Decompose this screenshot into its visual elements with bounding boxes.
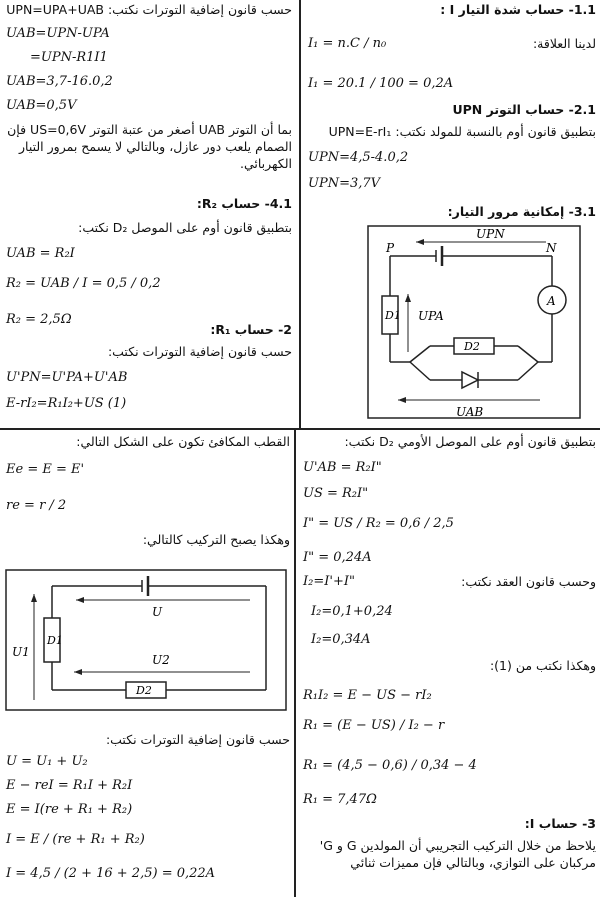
eq-uab-1: UAB=UPN-UPA (6, 26, 110, 41)
label-u: U (152, 605, 163, 619)
bottom-right-column (297, 432, 600, 897)
voltage-addition-text-3: حسب قانون إضافية التوترات نكتب: (105, 732, 290, 747)
eq-br-7: I₂=0,34A (311, 632, 371, 647)
eq-br-4: I" = 0,24A (303, 550, 372, 565)
label-d1: D1 (385, 309, 401, 322)
label-d2: D2 (464, 340, 480, 353)
eq-r2: R₂ = UAB / I = 0,5 / 0,2 (6, 276, 161, 291)
ohm-d2-text: بتطبيق قانون أوم على الموصل D₂ نكتب: (78, 220, 292, 235)
heading-1-1: 1.1- حساب شدة التيار I : (440, 2, 596, 17)
eq-br-9: R₁ = (E − US) / I₂ − r (303, 718, 445, 733)
label-u2: U2 (152, 653, 170, 667)
heading-2-1: 2.1- حساب التوتر UPN (452, 102, 596, 117)
eq-br-8: R₁I₂ = E − US − rI₂ (303, 688, 432, 703)
from-1-text: وهكذا نكتب من (1): (489, 658, 596, 673)
eq-bl-3: U = U₁ + U₂ (6, 754, 88, 769)
eq-upn-2: UPN=3,7V (308, 176, 381, 191)
label-ammeter: A (547, 294, 556, 308)
voltage-addition-text: حسب قانون إضافية التوترات نكتب: UPN=UPA+UAB (6, 2, 292, 17)
eq-bl-1: Ee = E = E' (6, 462, 85, 477)
top-right-column (302, 0, 600, 428)
label-d1-fig2: D1 (47, 634, 63, 647)
top-left-column (0, 0, 298, 428)
eq-bl-4: E − reI = R₁I + R₂I (6, 778, 133, 793)
eq-bl-5: E = I(re + R₁ + R₂) (6, 802, 133, 817)
eq-i1-value: I₁ = 20.1 / 100 = 0,2A (308, 76, 454, 91)
heading-2: 2- حساب R₁: (210, 322, 292, 337)
eq-bl-6: I = E / (re + R₁ + R₂) (6, 832, 145, 847)
label-p: P (386, 241, 395, 255)
heading-3-1: 3.1- إمكانية مرور التيار: (447, 204, 596, 219)
circuit-diagram-2 (2, 566, 292, 716)
heading-3: 3- حساب I: (524, 816, 596, 831)
eq-uab-2: =UPN-R1I1 (30, 50, 108, 65)
eq-uab-4: UAB=0,5V (6, 98, 77, 113)
setup-becomes-text: وهكذا يصبح التركيب كالتالي: (142, 532, 290, 547)
label-u1: U1 (12, 645, 30, 659)
diode-paragraph: بما أن التوتر UAB أصغر من عتبة التوتر US=0,6V فإن الصمام يلعب دور عازل، وبالتالي لا يسمح بمرور التيار الكهربائي. (7, 122, 292, 171)
eq-i1: I₁ = n.C / n₀ (308, 36, 387, 51)
eq-uab-r2i: UAB = R₂I (6, 246, 75, 261)
bottom-left-column (0, 432, 294, 897)
eq-r2-value: R₂ = 2,5Ω (6, 312, 72, 327)
parallel-paragraph: يلاحظ من خلال التركيب التجريبي أن المولدين G و G' مركبان على التوازي، وبالتالي فإن مميزات ثنائي (319, 838, 596, 870)
horizontal-divider (0, 428, 600, 430)
eq-br-3: I" = US / R₂ = 0,6 / 2,5 (303, 516, 454, 531)
heading-4-1: 4.1- حساب R₂: (196, 196, 292, 211)
equivalent-dipole-text: القطب المكافئ تكون على الشكل التالي: (76, 434, 290, 449)
eq-upn-1: UPN=4,5-4.0,2 (308, 150, 409, 165)
vertical-divider-bottom (294, 430, 296, 897)
eq-u-prime: U'PN=U'PA+U'AB (6, 370, 128, 385)
eq-br-11: R₁ = 7,47Ω (303, 792, 377, 807)
eq-br-2: US = R₂I" (303, 486, 369, 501)
voltage-addition-text-2: حسب قانون إضافية التوترات نكتب: (107, 344, 292, 359)
node-law-text: وحسب قانون العقد نكتب: (461, 574, 596, 589)
ohm-d2-bottom-text: بتطبيق قانون أوم على الموصل الأومي D₂ نكتب: (344, 434, 596, 449)
eq-br-10: R₁ = (4,5 − 0,6) / 0,34 − 4 (303, 758, 477, 773)
label-uab: UAB (456, 405, 484, 419)
eq-1: E-rI₂=R₁I₂+US (1) (6, 396, 127, 411)
label-n: N (546, 241, 557, 255)
eq-bl-7: I = 4,5 / (2 + 16 + 2,5) = 0,22A (6, 866, 216, 881)
ohm-generator-text: بتطبيق قانون أوم بالنسبة للمولد نكتب: UPN=E-rI₁ (328, 124, 596, 139)
eq-uab-3: UAB=3,7-16.0,2 (6, 74, 113, 89)
eq-br-6: I₂=0,1+0,24 (311, 604, 393, 619)
relation-intro: لدينا العلاقة: (532, 36, 596, 51)
vertical-divider-top (299, 0, 301, 428)
eq-br-5: I₂=I'+I" (303, 574, 355, 589)
circuit-diagram-1 (306, 224, 596, 424)
eq-bl-2: re = r / 2 (6, 498, 67, 513)
label-upn: UPN (476, 227, 505, 241)
eq-br-1: U'AB = R₂I" (303, 460, 382, 475)
label-d2-fig2: D2 (136, 684, 152, 697)
label-upa: UPA (418, 309, 444, 323)
